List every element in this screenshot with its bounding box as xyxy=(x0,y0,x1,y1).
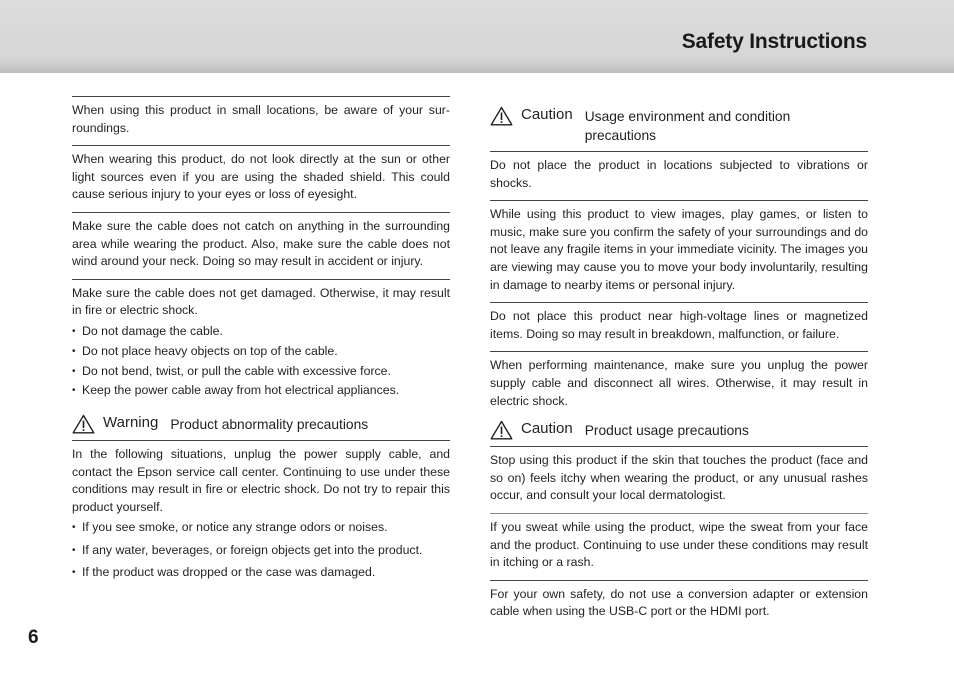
safety-paragraph xyxy=(490,446,868,513)
warning-label: Warning xyxy=(103,414,159,432)
warning-bullet-list xyxy=(72,519,450,581)
safety-paragraph xyxy=(72,279,450,408)
paragraph-text: While using this product to view images, play games, or listen to music, make sure you confirm the safety of your surroundings and do not leave any fragile items in your immediate vicinity. The images you are viewing may cause you to move your body involuntarily, resulting in damage to nearby items or personal injury. xyxy=(490,207,868,292)
list-item: • Do not damage the cable. xyxy=(72,323,450,341)
caution-label: Caution xyxy=(521,420,573,438)
safety-paragraph xyxy=(490,580,868,629)
page-title: Safety Instructions xyxy=(681,30,867,53)
warning-triangle-icon xyxy=(490,420,513,440)
list-item: • Keep the power cable away from hot electrical appliances. xyxy=(72,382,450,400)
list-item: • Do not place heavy objects on top of the cable. xyxy=(72,343,450,361)
paragraph-text: For your own safety, do not use a conversion adapter or extension cable when using the USB-C port or the HDMI port. xyxy=(490,586,868,619)
paragraph-text: When using this product in small locations, be aware of your surroundings. xyxy=(72,103,450,135)
warning-triangle-icon xyxy=(490,106,513,126)
safety-paragraph xyxy=(490,351,868,414)
list-item: • If any water, beverages, or foreign objects get into the product. xyxy=(72,542,450,560)
caution-description: Usage environment and condition precautions xyxy=(584,109,791,143)
paragraph-text: Stop using this product if the skin that touches the product (face and so on) feels itchy when wearing the product, or any unusual rashes occur, and consult your local dermatologist. xyxy=(490,453,868,503)
page-header xyxy=(0,0,954,73)
page-number: 6 xyxy=(28,627,39,648)
warning-paragraph xyxy=(72,440,450,595)
caution-label: Caution xyxy=(521,106,573,123)
safety-paragraph xyxy=(490,513,868,580)
list-item: • Do not bend, twist, or pull the cable with excessive force. xyxy=(72,363,450,381)
paragraph-text: If you sweat while using the product, wipe the sweat from your face and the product. Continuing to use under these conditions may result in itching or a rash. xyxy=(490,519,868,570)
warning-heading xyxy=(72,408,450,440)
caution-heading xyxy=(490,414,868,446)
warning-triangle-icon xyxy=(72,414,95,434)
caution-description: Product usage precautions xyxy=(584,423,749,439)
list-item: • If the product was dropped or the case was damaged. xyxy=(72,564,450,582)
warning-description: Product abnormality precautions xyxy=(170,417,369,433)
paragraph-text: Do not place the product in locations subjected to vibrations or shocks. xyxy=(490,158,868,190)
left-column xyxy=(72,96,450,595)
caution-heading xyxy=(490,104,868,151)
safety-paragraph xyxy=(72,96,450,145)
safety-paragraph xyxy=(490,151,868,200)
paragraph-text: Do not place this product near high-voltage lines or magnetized items. Doing so may result in breakdown, malfunction, or failure. xyxy=(490,309,868,341)
paragraph-text: In the following situations, unplug the power supply cable, and contact the Epson service call center. Continuing to use under these conditions may result in fire or electric shock. Do not try to repair this product yourself. xyxy=(72,447,450,514)
paragraph-text: Make sure the cable does not catch on anything in the surrounding area while wearing the product. Also, make sure the cable does not wind around your neck. Doing so may result in accident or injury. xyxy=(72,218,450,269)
paragraph-text: Make sure the cable does not get damaged. Otherwise, it may result in fire or electric shock. xyxy=(72,285,450,318)
right-column xyxy=(490,104,868,629)
paragraph-text: When wearing this product, do not look directly at the sun or other light sources even if you are using the shaded shield. This could cause serious injury to your eyes or loss of eyesight. xyxy=(72,152,450,202)
safety-paragraph xyxy=(72,212,450,279)
safety-paragraph xyxy=(490,302,868,351)
list-item: • If you see smoke, or notice any strange odors or noises. xyxy=(72,519,450,537)
paragraph-text: When performing maintenance, make sure you unplug the power supply cable and disconnect all wires. Otherwise, it may result in electric shock. xyxy=(490,358,868,408)
safety-paragraph xyxy=(490,200,868,302)
safety-paragraph xyxy=(72,145,450,212)
cable-bullet-list xyxy=(72,323,450,400)
